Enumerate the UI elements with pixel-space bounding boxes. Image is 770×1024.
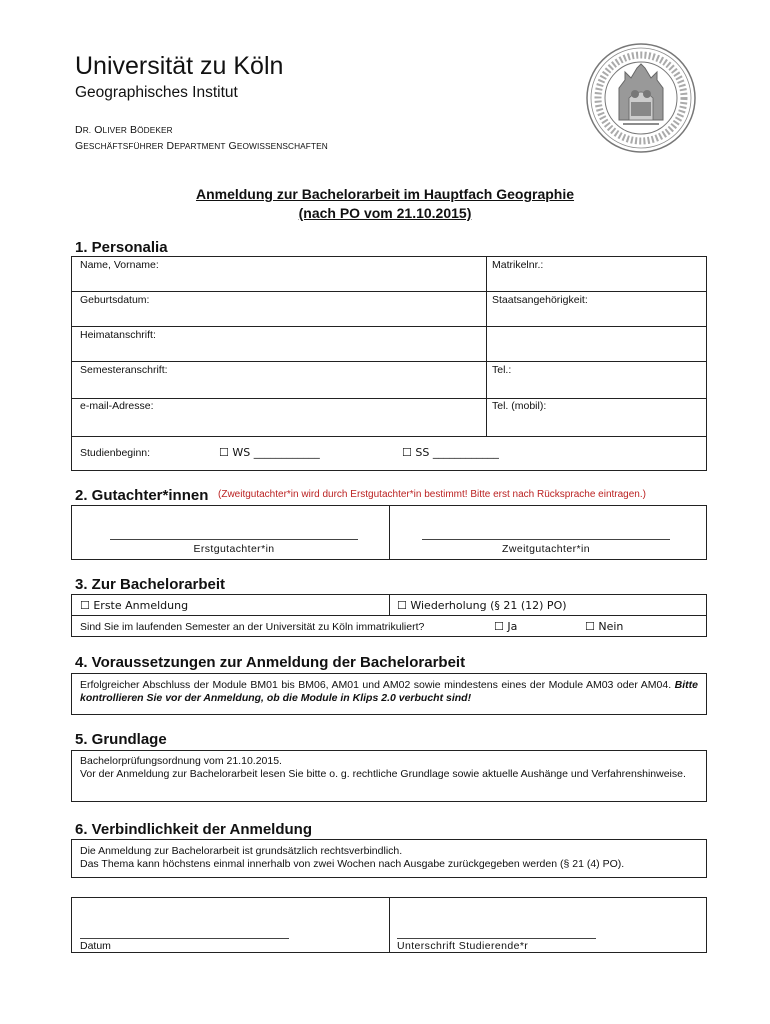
university-name: Universität zu Köln [75,52,284,80]
university-seal-icon [585,42,697,154]
person-role: GESCHÄFTSFÜHRER DEPARTMENT GEOWISSENSCHAFTEN [75,140,328,152]
matrikel-field[interactable]: Matrikelnr.: [492,259,544,271]
semesteranschrift-field[interactable]: Semesteranschrift: [80,364,168,376]
grundlage-line2: Vor der Anmeldung zur Bachelorarbeit lesen Sie bitte o. g. rechtliche Grundlage sowie aktuelle Aushänge und Verfahrenshinweise. [80,768,686,780]
tel-mobil-field[interactable]: Tel. (mobil): [492,400,547,412]
gutachter-note: (Zweitgutachter*in wird durch Erstgutachter*in bestimmt! Bitte erst nach Rücksprache eintragen.) [218,489,646,500]
heimatanschrift-field[interactable]: Heimatanschrift: [80,329,156,341]
section-gutachter-heading: 2. Gutachter*innen [75,487,209,504]
voraussetzungen-text: Erfolgreicher Abschluss der Module BM01 bis BM06, AM01 und AM02 sowie mindestens eines der Module AM03 oder AM04. Bitte kontrollieren Sie vor der Anmeldung, ob die Module in Klips 2.0 verbucht sind! [80,679,698,704]
section-verbindlichkeit-heading: 6. Verbindlichkeit der Anmeldung [75,821,312,838]
studienbeginn-label: Studienbeginn: [80,447,151,459]
section-grundlage-heading: 5. Grundlage [75,731,167,748]
wiederholung-checkbox[interactable]: ☐ Wiederholung (§ 21 (12) PO) [397,599,567,612]
institute-name: Geographisches Institut [75,84,238,101]
section-voraussetzungen-heading: 4. Voraussetzungen zur Anmeldung der Bachelorarbeit [75,654,466,671]
nein-checkbox[interactable]: ☐ Nein [585,620,624,633]
zweitgutachter-field[interactable]: Zweitgutachter*in [502,543,590,555]
staatsangehoerigkeit-field[interactable]: Staatsangehörigkeit: [492,294,588,306]
immatrikuliert-question: Sind Sie im laufenden Semester an der Universität zu Köln immatrikuliert? [80,621,425,633]
section-bachelorarbeit-heading: 3. Zur Bachelorarbeit [75,576,226,593]
erstgutachter-field[interactable]: Erstgutachter*in [193,543,275,555]
geburtsdatum-field[interactable]: Geburtsdatum: [80,294,150,306]
datum-field[interactable]: Datum [80,940,111,952]
tel-field[interactable]: Tel.: [492,364,512,376]
form-title: Anmeldung zur Bachelorarbeit im Hauptfach Geographie [195,186,575,202]
verbindlichkeit-line2: Das Thema kann höchstens einmal innerhalb von zwei Wochen nach Ausgabe zurückgegeben werden (§ 21 (4) PO). [80,858,625,870]
erste-anmeldung-checkbox[interactable]: ☐ Erste Anmeldung [80,599,189,612]
ss-checkbox[interactable]: ☐ SS ____________ [402,446,499,459]
ja-checkbox[interactable]: ☐ Ja [494,620,518,633]
grundlage-line1: Bachelorprüfungsordnung vom 21.10.2015. [80,755,282,767]
form-subtitle: (nach PO vom 21.10.2015) [298,205,472,221]
ws-checkbox[interactable]: ☐ WS ____________ [219,446,320,459]
verbindlichkeit-line1: Die Anmeldung zur Bachelorarbeit ist grundsätzlich rechtsverbindlich. [80,845,403,857]
unterschrift-field[interactable]: Unterschrift Studierende*r [397,940,529,952]
name-field[interactable]: Name, Vorname: [80,259,159,271]
section-personalia-heading: 1. Personalia [75,239,168,256]
person-name: DR. OLIVER BÖDEKER [75,124,173,136]
email-field[interactable]: e-mail-Adresse: [80,400,154,412]
